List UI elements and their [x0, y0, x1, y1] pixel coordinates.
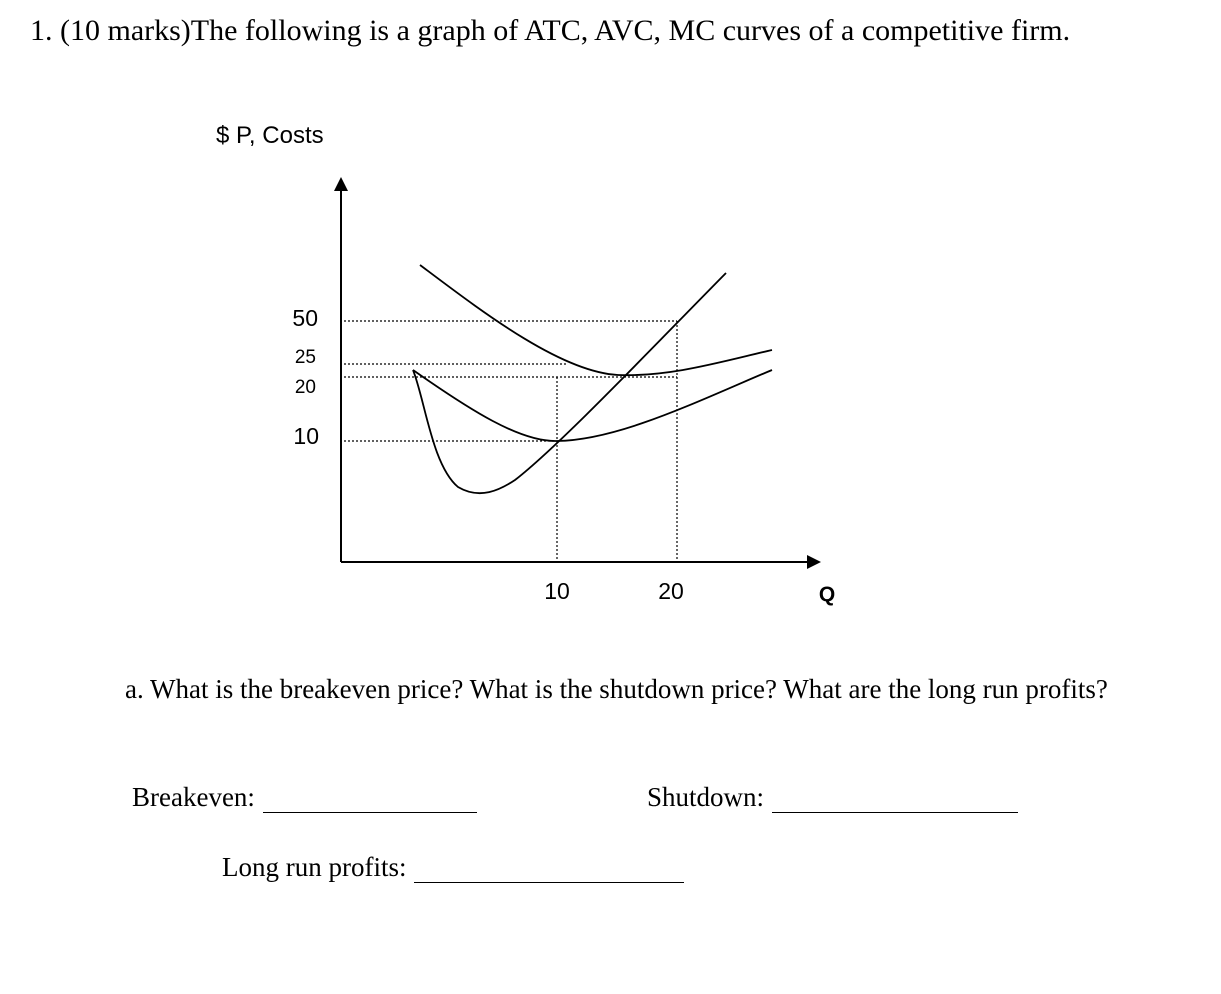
y-tick-label: 50 [292, 305, 318, 331]
x-axis-arrow [807, 555, 821, 569]
x-tick-label: 10 [544, 578, 570, 604]
breakeven-answer-row [132, 782, 477, 813]
shutdown-answer-blank[interactable] [772, 790, 1018, 813]
question-a-text: a. What is the breakeven price? What is the shutdown price? What are the long run profits? [125, 674, 1108, 704]
atc-curve [420, 265, 772, 375]
avc-curve [413, 370, 772, 441]
y-tick-label: 20 [294, 377, 316, 398]
x-tick-label: 20 [658, 578, 684, 604]
y-axis-arrow [334, 177, 348, 191]
y-axis-label: $ P, Costs [216, 122, 324, 149]
breakeven-label: Breakeven: [132, 782, 255, 812]
breakeven-answer-blank[interactable] [263, 790, 477, 813]
shutdown-label: Shutdown: [647, 782, 765, 812]
long-run-profits-answer-row [222, 852, 684, 883]
mc-curve [413, 273, 726, 493]
question-header: 1. (10 marks)The following is a graph of ATC, AVC, MC curves of a competitive firm. [30, 14, 1071, 47]
long-run-profits-label: Long run profits: [222, 852, 407, 882]
shutdown-answer-row [647, 782, 1018, 813]
x-axis-label: Q [818, 583, 836, 606]
y-tick-label: 10 [293, 423, 319, 449]
long-run-profits-answer-blank[interactable] [414, 860, 684, 883]
y-tick-label: 25 [294, 347, 316, 368]
